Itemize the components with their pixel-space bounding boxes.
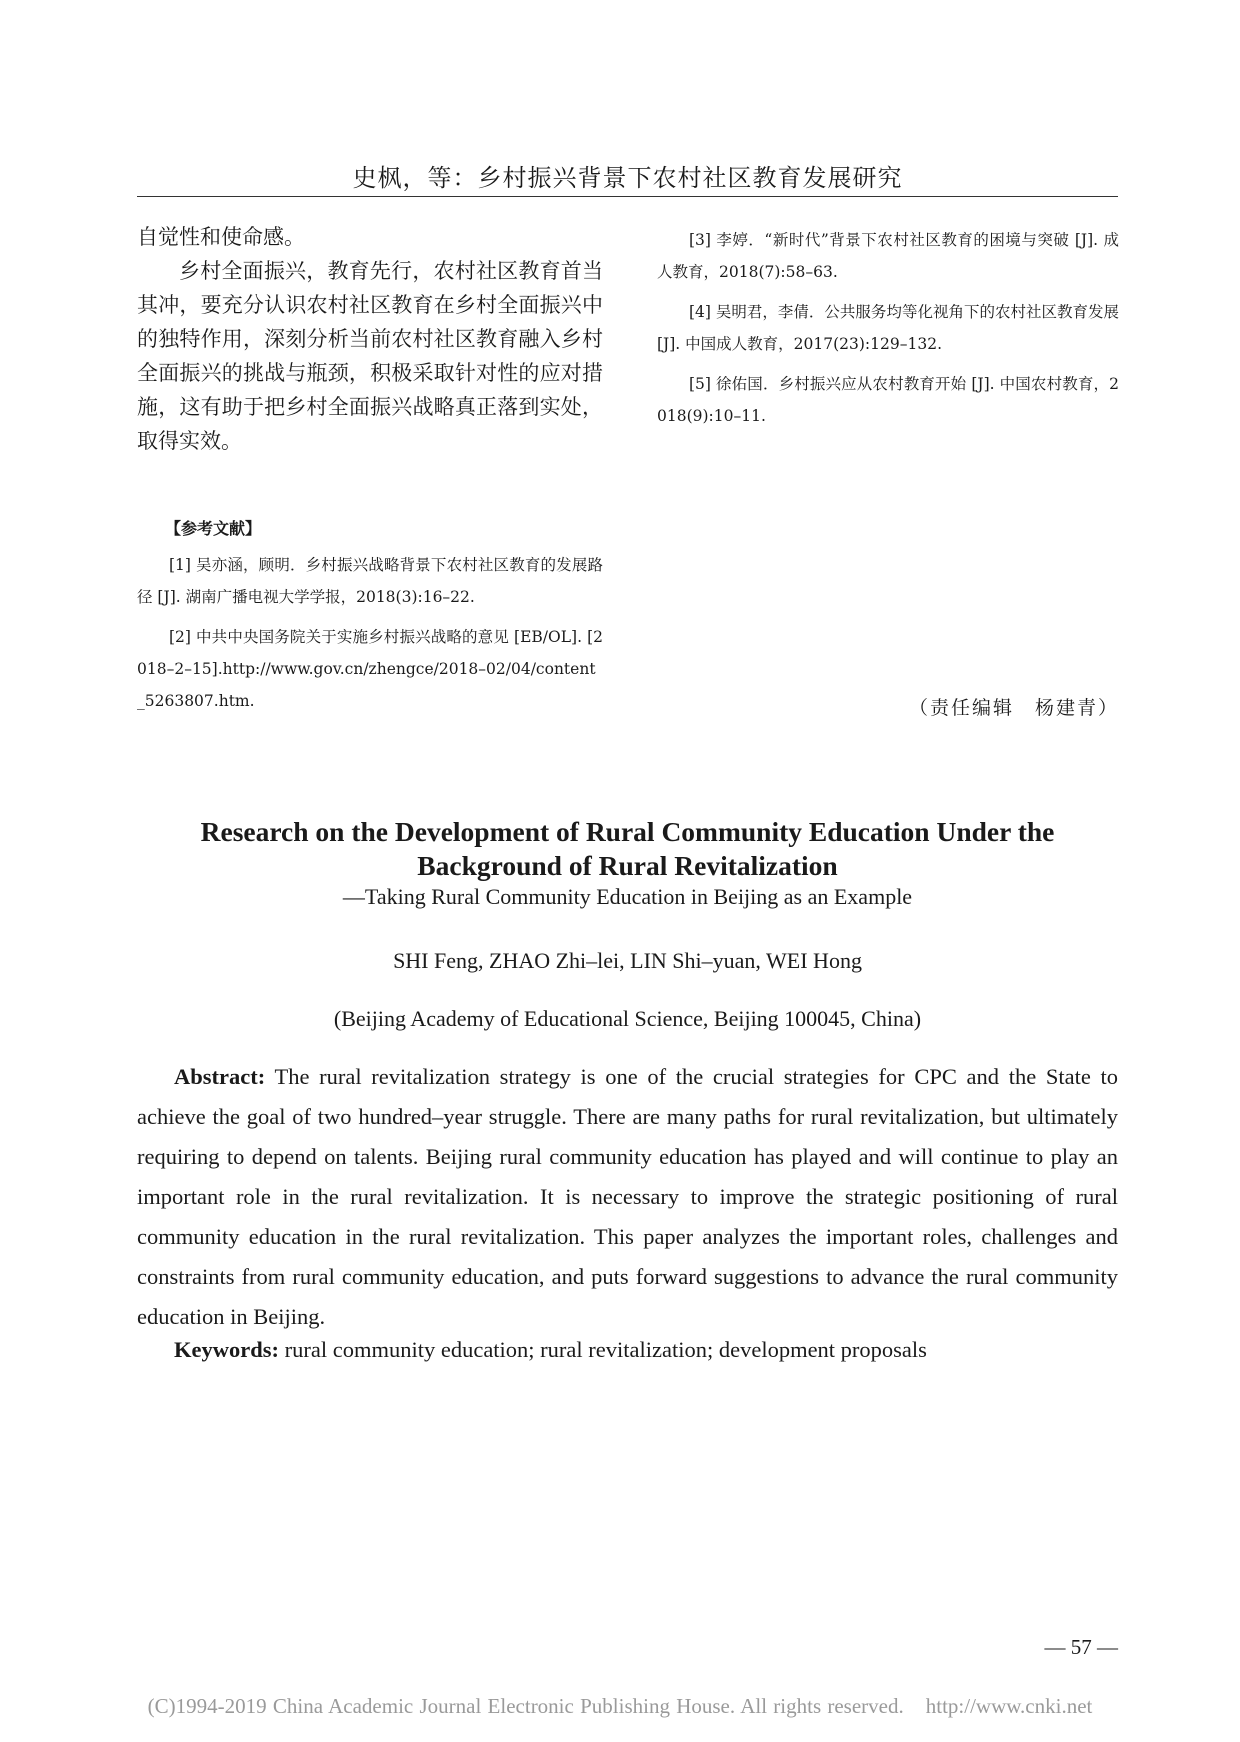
- references-heading: 【参考文献】: [165, 519, 262, 538]
- copyright-footer: [40, 1694, 1200, 1719]
- header-divider: [137, 196, 1118, 197]
- english-affiliation: (Beijing Academy of Educational Science, Beijing 100045, China): [333, 1006, 922, 1031]
- copyright-text: (C)1994-2019 China Academic Journal Electronic Publishing House. All rights reserved.: [147, 1694, 904, 1718]
- reference-item-4: [4] 吴明君，李倩．公共服务均等化视角下的农村社区教育发展 [J]. 中国成人教育，2017(23):129–132.: [657, 303, 1119, 353]
- body-paragraph-1: 自觉性和使命感。: [137, 225, 305, 249]
- running-header-title: 史枫，等：乡村振兴背景下农村社区教育发展研究: [352, 164, 903, 192]
- english-title-line-2: Background of Rural Revitalization: [417, 850, 838, 881]
- abstract-text: The rural revitalization strategy is one of the crucial strategies for CPC and the State to achieve the goal of two hundred–year struggle. There are many paths for rural revitalization, but ultimately requiring to depend on talents. Beijing rural community education has played and will continue to play an important role in the rural revitalization. It is necessary to improve the strategic positioning of rural community education in the rural revitalization. This paper analyzes the important roles, challenges and constraints from rural community education, and puts forward suggestions to advance the rural community education in Beijing.: [137, 1064, 1118, 1329]
- english-abstract: [137, 1057, 1118, 1337]
- english-authors: SHI Feng, ZHAO Zhi–lei, LIN Shi–yuan, WEI Hong: [393, 948, 862, 973]
- body-paragraph-2: 乡村全面振兴，教育先行，农村社区教育首当其冲，要充分认识农村社区教育在乡村全面振兴中的独特作用，深刻分析当前农村社区教育融入乡村全面振兴的挑战与瓶颈，积极采取针对性的应对措施，这有助于把乡村全面振兴战略真正落到实处，取得实效。: [137, 259, 603, 453]
- left-column: [137, 220, 603, 725]
- keywords-text: rural community education; rural revitalization; development proposals: [279, 1337, 927, 1362]
- reference-item-2: [2] 中共中央国务院关于实施乡村振兴战略的意见 [EB/OL]. [2018–2–15].http://www.gov.cn/zhengce/2018–02/04/content_5263807.htm.: [137, 628, 603, 710]
- abstract-label: Abstract:: [174, 1064, 266, 1089]
- reference-item-3: [3] 李婷．“新时代”背景下农村社区教育的困境与突破 [J]. 成人教育，2018(7):58–63.: [657, 231, 1119, 281]
- english-keywords: [137, 1330, 1118, 1370]
- right-column: [657, 224, 1119, 440]
- cnki-link[interactable]: http://www.cnki.net: [925, 1694, 1093, 1718]
- page-number: — 57 —: [1044, 1635, 1118, 1659]
- keywords-label: Keywords:: [174, 1337, 279, 1362]
- english-title-line-1: Research on the Development of Rural Community Education Under the: [200, 816, 1055, 847]
- english-subtitle: —Taking Rural Community Education in Beijing as an Example: [342, 884, 913, 909]
- responsible-editor-note: （责任编辑 杨建青）: [908, 697, 1119, 719]
- english-title: [137, 815, 1118, 883]
- reference-item-5: [5] 徐佑国．乡村振兴应从农村教育开始 [J]. 中国农村教育，2018(9):10–11.: [657, 375, 1119, 425]
- reference-item-1: [1] 吴亦涵，顾明．乡村振兴战略背景下农村社区教育的发展路径 [J]. 湖南广播电视大学学报，2018(3):16–22.: [137, 556, 603, 606]
